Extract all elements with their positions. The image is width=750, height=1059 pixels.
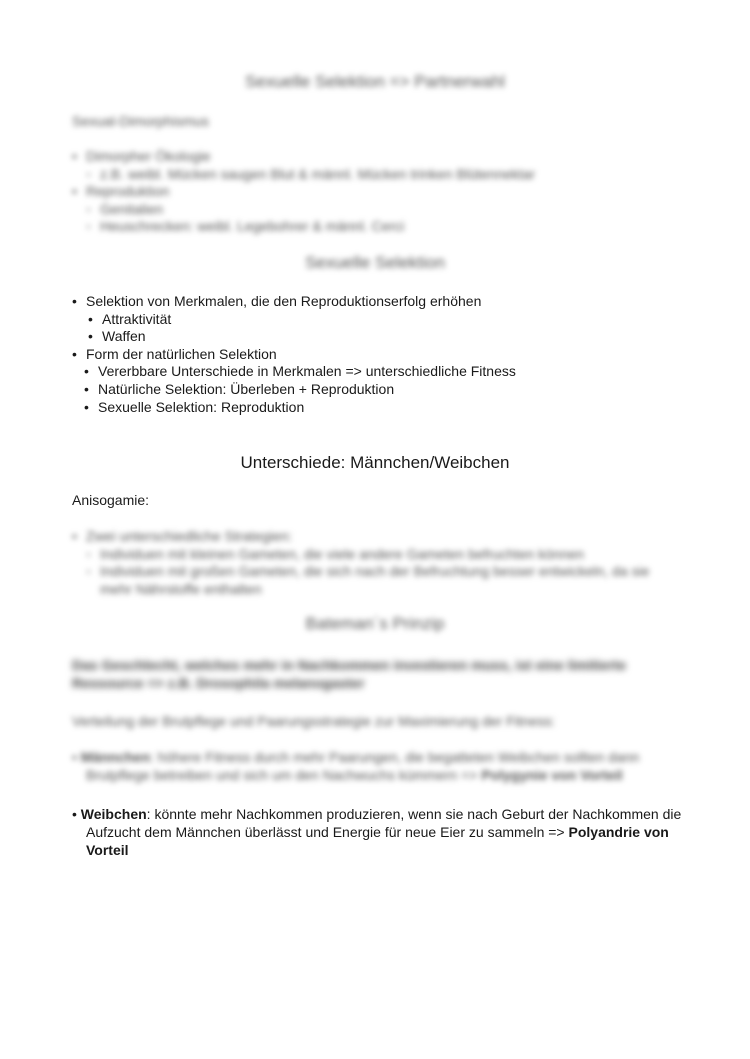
- section3-list: [72, 528, 682, 598]
- section1-heading: Sexuelle Selektion => Partnerwahl: [245, 72, 505, 91]
- section1-subheading: Sexual-Dimorphismus: [72, 113, 209, 129]
- list-item: ◦ z.B. weibl. Mücken saugen Blut & männl. Mücken trinken Blütennektar: [86, 165, 535, 182]
- section4-bold-statement: Das Geschlecht, welches mehr in Nachkommen investieren muss, ist eine limitierte Ressource => z.B. Drosophila melanogaster: [72, 657, 626, 691]
- section3-heading: Unterschiede: Männchen/Weibchen: [240, 453, 510, 472]
- list-item: • Vererbbare Unterschiede in Merkmalen => unterschiedliche Fitness: [84, 363, 516, 380]
- list-item: • Waffen: [88, 328, 146, 345]
- list-item: • Natürliche Selektion: Überleben + Reproduktion: [84, 380, 395, 397]
- list-item: • Sexuelle Selektion: Reproduktion: [84, 398, 305, 415]
- female-item: • Weibchen: könnte mehr Nachkommen produzieren, wenn sie nach Geburt der Nachkommen die Aufzucht dem Männchen überlässt und Energie für neue Eier zu sammeln => Polyandrie von Vorteil: [72, 806, 682, 858]
- section2-list: [72, 293, 516, 416]
- section4-heading: Bateman´s Prinzip: [305, 614, 445, 633]
- list-item: • Zwei unterschiedliche Strategien:: [72, 528, 293, 544]
- section1-list: [72, 148, 535, 236]
- list-item: • Dimorpher Ökologie: [72, 148, 211, 164]
- list-item: • Form der natürlichen Selektion: [72, 345, 277, 362]
- list-item: ◦ Individuen mit kleinen Gameten, die viele andere Gameten befruchten können: [86, 545, 585, 562]
- list-item: • Attraktivität: [88, 310, 172, 327]
- list-item: ◦ Individuen mit großen Gameten, die sich nach der Befruchtung besser entwickeln, da sie mehr Nährstoffe enthalten: [86, 563, 650, 597]
- section3-label: Anisogamie:: [72, 492, 150, 508]
- male-item: • Männchen: höhere Fitness durch mehr Paarungen, die begatteten Weibchen sollten dann Brutpflege betreiben und sich um den Nachwuchs kümmern => Polygynie von Vorteil: [72, 749, 640, 783]
- section2-heading: Sexuelle Selektion: [305, 253, 445, 272]
- list-item: ◦ Genitalien: [86, 200, 164, 217]
- section4-intro: Verteilung der Brutpflege und Paarungsstrategie zur Maximierung der Fitness:: [72, 713, 556, 729]
- list-item: ◦ Heuschrecken: weibl. Legebohrer & männl. Cerci: [86, 218, 405, 235]
- list-item: • Selektion von Merkmalen, die den Reproduktionserfolg erhöhen: [72, 293, 482, 309]
- list-item: • Reproduktion: [72, 183, 170, 200]
